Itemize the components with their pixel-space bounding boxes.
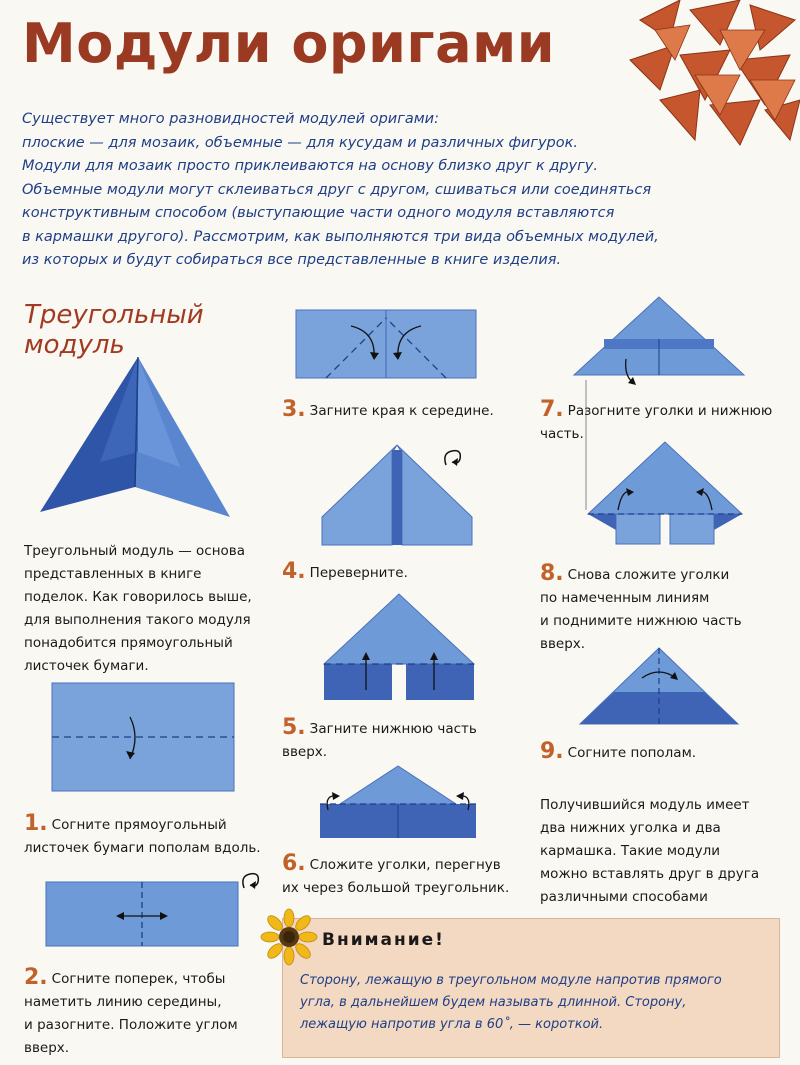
step-text: вверх. <box>540 636 586 652</box>
intro-line: Объемные модули могут склеиваться друг с другом, сшиваться или соединяться <box>22 181 652 198</box>
step-text: часть. <box>540 426 584 442</box>
attention-line: лежащую напротив угла в 60˚, — короткой. <box>300 1017 604 1032</box>
step-text: Сложите уголки, перегнув <box>309 857 501 873</box>
section-title-line: модуль <box>24 330 125 360</box>
step-number: 9. <box>540 739 564 764</box>
section-title-line: Треугольный <box>24 300 204 330</box>
step-3 <box>282 398 494 423</box>
step2-illustration <box>46 882 238 946</box>
step-text: их через большой треугольник. <box>282 880 510 896</box>
flip-icon <box>238 868 268 894</box>
step-number: 7. <box>540 397 564 422</box>
description-line: листочек бумаги. <box>24 658 149 674</box>
intro-line: конструктивным способом (выступающие части одного модуля вставляются <box>22 205 615 221</box>
step9-illustration <box>580 648 738 726</box>
attention-title: Внимание! <box>322 930 445 950</box>
result-line: два нижних уголка и два <box>540 820 721 836</box>
result-line: Получившийся модуль имеет <box>540 797 750 813</box>
step-text: Загните нижнюю часть <box>309 721 477 737</box>
step-text: вверх. <box>282 744 328 760</box>
description-line: понадобится прямоугольный <box>24 635 233 651</box>
step-text: Разогните уголки и нижнюю <box>567 403 773 419</box>
step-number: 1. <box>24 811 48 836</box>
sunflower-icon <box>262 910 316 964</box>
step-number: 3. <box>282 397 306 422</box>
step-text: Снова сложите уголки <box>567 567 730 583</box>
intro-line: плоские — для мозаик, объемные — для кусудам и различных фигурок. <box>22 134 578 151</box>
step-number: 8. <box>540 561 564 586</box>
intro-line: в кармашки другого). Рассмотрим, как выполняются три вида объемных модулей, <box>22 228 659 245</box>
step-text: и разогните. Положите углом <box>24 1017 238 1033</box>
step-8 <box>540 562 742 656</box>
step-2 <box>24 966 238 1060</box>
step8-illustration <box>588 442 742 546</box>
step-6 <box>282 852 509 900</box>
step6-illustration <box>320 766 476 838</box>
finished-module-illustration <box>40 352 240 522</box>
page-title: Модули оригами <box>22 12 556 75</box>
result-line: кармашка. Такие модули <box>540 843 721 859</box>
step-text: Согните поперек, чтобы <box>51 971 226 987</box>
description-line: поделок. Как говорилось выше, <box>24 589 252 605</box>
attention-text <box>300 970 770 1036</box>
step-9 <box>540 740 696 765</box>
step-text: листочек бумаги пополам вдоль. <box>24 840 261 856</box>
step-number: 4. <box>282 559 306 584</box>
module-description <box>24 540 274 678</box>
result-line: можно вставлять друг в друга <box>540 866 760 882</box>
step3-illustration <box>296 310 476 378</box>
step-4 <box>282 560 408 585</box>
step-text: и поднимите нижнюю часть <box>540 613 742 629</box>
intro-line: Существует много разновидностей модулей оригами: <box>22 111 439 127</box>
description-line: Треугольный модуль — основа <box>24 543 246 559</box>
step-text: Согните прямоугольный <box>51 817 227 833</box>
step-number: 6. <box>282 851 306 876</box>
description-line: для выполнения такого модуля <box>24 612 251 628</box>
attention-line: угла, в дальнейшем будем называть длинной. Сторону, <box>300 995 687 1010</box>
step-text: наметить линию середины, <box>24 994 222 1010</box>
intro-line: из которых и будут собираться все представленные в книге изделия. <box>22 252 562 268</box>
step-text: Согните пополам. <box>567 745 697 761</box>
step7-illustration <box>574 297 744 379</box>
intro-text <box>22 108 742 273</box>
result-line: различными способами <box>540 889 708 905</box>
step-7 <box>540 398 772 446</box>
intro-line: Модули для мозаик просто приклеиваются на основу близко друг к другу. <box>22 158 598 174</box>
step-1 <box>24 812 261 860</box>
flip-icon <box>440 445 470 471</box>
step-text: вверх. <box>24 1040 70 1056</box>
step-number: 5. <box>282 715 306 740</box>
step-text: Переверните. <box>309 565 408 581</box>
result-text <box>540 794 759 909</box>
step5-illustration <box>324 594 474 700</box>
section-title <box>24 300 204 360</box>
description-line: представленных в книге <box>24 566 202 582</box>
attention-line: Сторону, лежащую в треугольном модуле напротив прямого <box>300 973 722 988</box>
step-text: по намеченным линиям <box>540 590 710 606</box>
step-5 <box>282 716 477 764</box>
step-text: Загните края к середине. <box>309 403 494 419</box>
step-number: 2. <box>24 965 48 990</box>
step1-illustration <box>52 683 234 791</box>
